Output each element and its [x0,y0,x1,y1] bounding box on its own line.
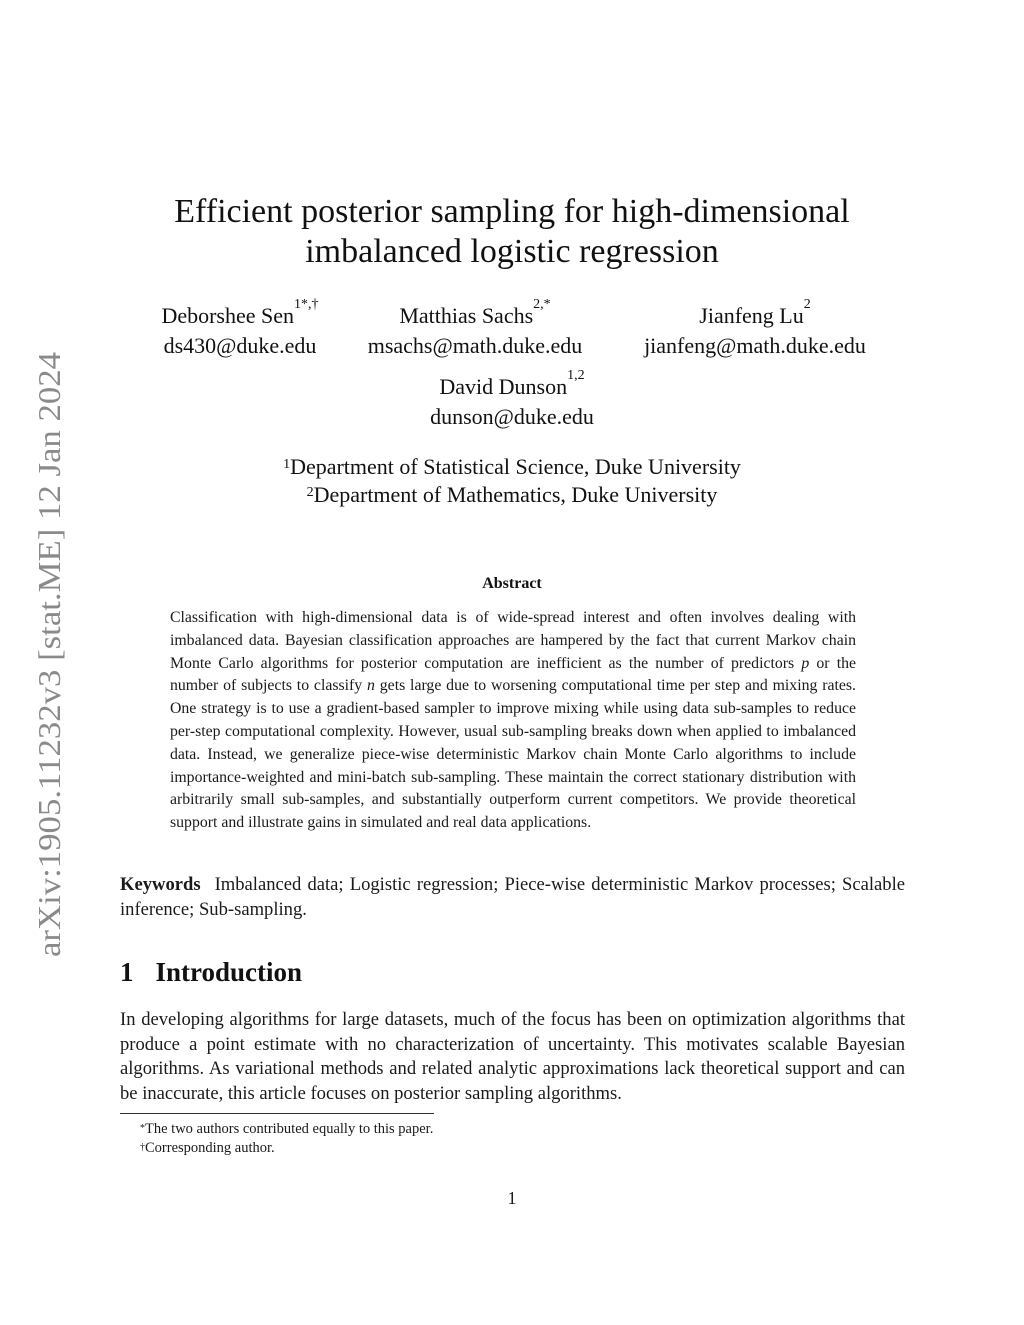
abstract-text: or the number of subjects to classify [170,654,856,695]
footnote [140,1139,275,1157]
author-marks: 2 [803,297,811,312]
author-block [345,297,605,361]
title-line-1: Efficient posterior sampling for high-dimensional [174,193,850,230]
arxiv-stamp [28,352,70,957]
affiliation [180,453,844,481]
author-marks: 2,* [533,297,551,312]
math-variable-p: p [801,654,810,672]
section-title: Introduction [155,957,303,987]
author-marks: 1,2 [567,368,585,383]
author-marks: 1*,† [294,297,319,312]
keywords-label: Keywords [120,874,201,895]
author-name-line [345,297,605,331]
author-name: Deborshee Sen [161,303,295,328]
author-name-line [130,297,350,331]
footnote-text: Corresponding author. [145,1140,275,1156]
abstract-heading: Abstract [482,575,542,592]
author-name-line [382,368,642,402]
author-name: Jianfeng Lu [699,303,804,328]
section-number: 1 [120,957,134,987]
affiliation-mark: 2 [306,485,314,500]
affiliation-text: Department of Mathematics, Duke University [313,482,718,507]
affiliation [180,481,844,509]
footnote-mark: † [140,1142,145,1153]
section-body: In developing algorithms for large datasets, much of the focus has been on optimization algorithms that produce a point estimate with no characterization of uncertainty. This motivates scalable Bayesian algorithms. As variational methods and related analytic approximations lack theoretical support and can be inaccurate, this article focuses on posterior sampling algorithms. [120,1009,905,1104]
author-name: David Dunson [439,374,568,399]
author-email: dunson@duke.edu [430,404,594,429]
footnote-mark: * [140,1123,145,1134]
author-email: jianfeng@math.duke.edu [644,333,866,358]
affiliation-text: Department of Statistical Science, Duke University [290,454,741,479]
author-email: ds430@duke.edu [163,333,317,358]
affiliation-mark: 1 [283,457,291,472]
section-heading [120,954,302,990]
math-variable-n: n [367,677,375,695]
affiliations [180,453,844,509]
paper-title [120,192,904,272]
author-name: Matthias Sachs [399,303,534,328]
footnote [140,1120,433,1138]
author-block [382,368,642,432]
abstract-text: gets large due to worsening computational time per step and mixing rates. One strategy is to use a gradient-based sampler to improve mixing while using data sub-samples to reduce per-step computational complexity. However, usual sub-sampling breaks down when applied to imbalanced data. Instead, we generalize piece-wise deterministic Markov chain Monte Carlo algorithms to include importance-weighted and mini-batch sub-sampling. These maintain the correct stationary distribution with arbitrarily small sub-samples, and substantially outperform current competitors. We provide theoretical support and illustrate gains in simulated and real data applications. [170,677,856,832]
abstract-text: Classification with high-dimensional data is of wide-spread interest and often involves dealing with imbalanced data. Bayesian classification approaches are hampered by the fact that current Markov chain Monte Carlo algorithms for posterior computation are inefficient as the number of predictors [170,609,856,672]
author-block [130,297,350,361]
author-email: msachs@math.duke.edu [367,333,583,358]
keywords-text: Imbalanced data; Logistic regression; Piece-wise deterministic Markov processes; Scalable inference; Sub-sampling. [120,874,905,920]
author-block [630,297,880,361]
title-line-2: imbalanced logistic regression [305,233,719,270]
footnote-text: The two authors contributed equally to this paper. [145,1121,434,1137]
abstract-body [170,607,856,835]
arxiv-stamp-text: arXiv:1905.11232v3 [stat.ME] 12 Jan 2024 [31,400,67,957]
keywords [120,872,905,922]
footnote-rule [120,1113,434,1114]
page-number: 1 [507,1188,517,1208]
author-name-line [630,297,880,331]
arxiv-stamp-svg [28,352,70,957]
